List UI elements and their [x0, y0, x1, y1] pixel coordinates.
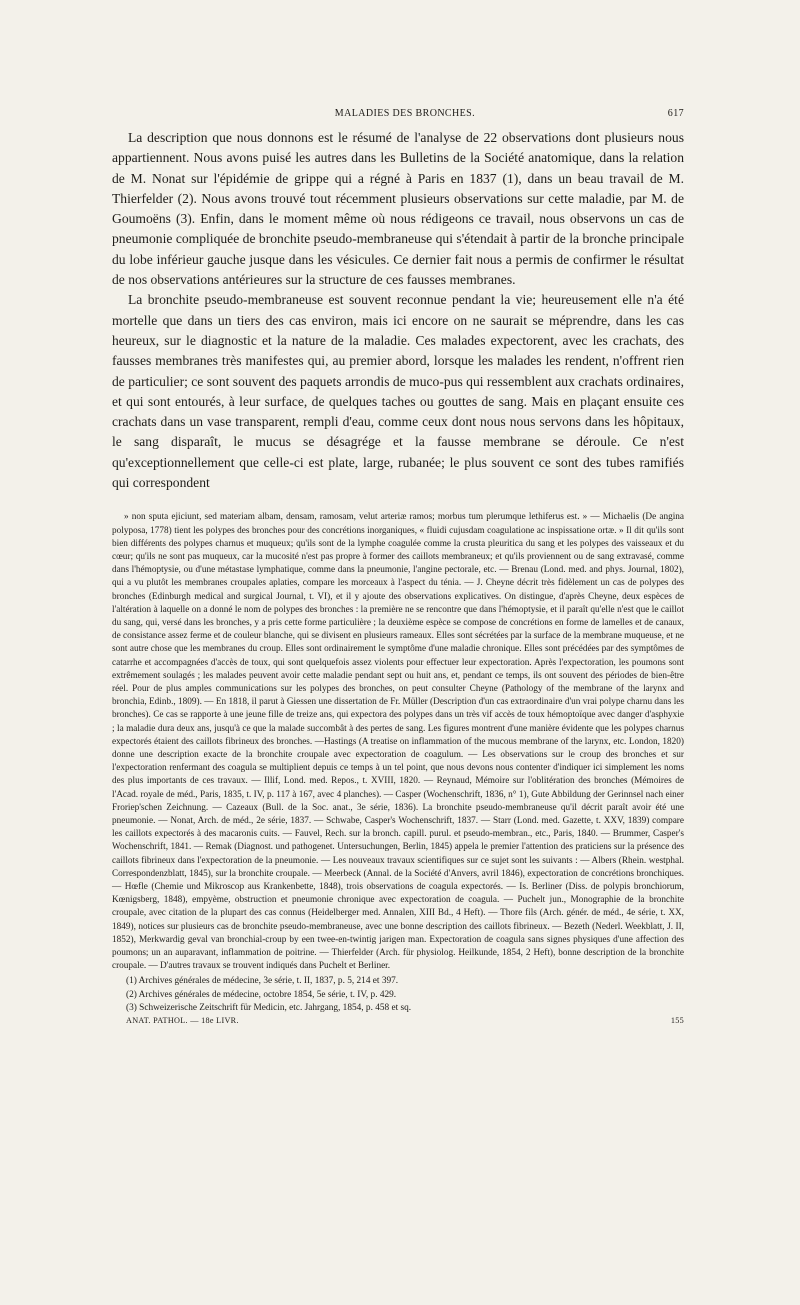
paragraph: La description que nous donnons est le résumé de l'analyse de 22 observations dont plusieurs nous appartiennent. Nous avons puisé les autres dans les Bulletins de la Société anatomique, dans la relation de M. Nonat sur l'épidémie de grippe qui a régné à Paris en 1837 (1), dans un beau travail de M. Thierfelder (2). Nous avons trouvé tout récemment plusieurs observations sur cette maladie, par M. de Goumoëns (3). Enfin, dans le moment même où nous rédigeons ce travail, nous observons un cas de pneumonie compliquée de bronchite pseudo-membraneuse qui s'étendait à partir de la bronche principale du lobe inférieur gauche jusque dans les vésicules. Ce dernier fait nous a permis de confirmer le résultat de nos observations antérieures sur la structure de ces fausses membranes.	[112, 130, 684, 288]
sheet-number: 155	[670, 1016, 684, 1026]
running-header	[112, 108, 684, 119]
footnotes	[112, 975, 684, 1015]
page-number: 617	[667, 108, 684, 119]
page	[112, 108, 684, 1025]
footnote: (2) Archives générales de médecine, octobre 1854, 5e série, t. IV, p. 429.	[126, 989, 397, 1000]
paragraph: La bronchite pseudo-membraneuse est souvent reconnue pendant la vie; heureusement elle n'a été mortelle que dans un tiers des cas environ, mais ici encore on ne saurait se méprendre, dans les cas heureux, sur le diagnostic et la nature de la maladie. Ces malades expectorent, avec les crachats, des fausses membranes très manifestes qui, au premier abord, lorsque les malades les rendent, n'offrent rien de particulier; ce sont souvent des paquets arrondis de muco-pus qui ressemblent aux crachats ordinaires, et qui sont entourés, à leur surface, de quelques taches ou gouttes de sang. Mais en plaçant ensuite ces crachats dans un vase transparent, rempli d'eau, comme ceux dont nous nous servons dans les hôpitaux, le sang disparaît, le mucus se désagrége et la fausse membrane se déroule. Ce n'est qu'exceptionnellement que celle-ci est plate, large, rubanée; le plus souvent ce sont des tubes ramifiés qui correspondent	[112, 292, 684, 491]
signature-mark: ANAT. PATHOL. — 18e LIVR.	[126, 1016, 239, 1026]
running-title: MALADIES DES BRONCHES.	[334, 108, 475, 119]
main-text	[112, 128, 684, 493]
footnote: (3) Schweizerische Zeitschrift für Medicin, etc. Jahrgang, 1854, p. 458 et sq.	[126, 1002, 412, 1013]
footnote: (1) Archives générales de médecine, 3e série, t. II, 1837, p. 5, 214 et 397.	[126, 976, 399, 987]
signature-line	[112, 1016, 684, 1025]
note-text: » non sputa ejiciunt, sed materiam albam, densam, ramosam, velut arteriæ ramos; morbus tum plerumque lethiferus est. » — Michaelis (De angina polyposa, 1778) tient les polypes des bronches pour des concrétions inorganiques, « fluidi cujusdam coagulatione ac inspissatione ortæ. » Il dit qu'ils sont bien différents des polypes charnus et muqueux; qu'ils sont de la lymphe coagulée comme la crusta pleuritica du sang et les polypes des vaisseaux et du cœur; qu'ils ne sont pas muqueux, car la mucosité n'est pas propre à former des caillots membraneux; et qu'ils proviennent ou de sang extravasé, comme dans l'hémoptysie, ou d'une métastase lymphatique, comme dans la pneumonie, l'angine pectorale, etc. — Brenau (Lond. med. and phys. Journal, 1802), qui a vu plutôt les membranes croupales aplaties, compare les morceaux à l'aspect du ténia. — J. Cheyne décrit très fidèlement un cas de polypes des bronches (Edinburgh medical and surgical Journal, t. VI), et il y ajoute des observations explicatives. On distingue, d'après Cheyne, deux espèces de l'altération à laquelle on a donné le nom de polypes des bronches : la première ne se rencontre que dans l'hémoptysie, et il paraît qu'elle n'est que le caillot du sang, qui, versé dans les bronches, y a pris cette forme particulière ; la deuxième espèce se compose de concrétions en forme de lamelles et de canaux, de consistance assez ferme et de couleur blanche, qui se divisent en plusieurs rameaux. Elles sont sécrétées par la surface de la membrane muqueuse, et ne sont autre chose que les membranes du croup. Elles sont ordinairement le symptôme d'une maladie chronique. Elles sont précédées par des symptômes de catarrhe et accompagnées d'accès de toux, qui sont quelquefois assez violents pour effectuer leur expectoration. Après l'expectoration, les poumons sont extrêmement soulagés ; les malades peuvent avoir cette maladie pendant sept ou huit ans, et, pendant ce temps, ils ont souvent des périodes de bien-être réel. Pour de plus amples communications sur les polypes des bronches, on peut consulter Cheyne (Pathology of the membrane of the larynx and bronchia, Edinb., 1809). — En 1818, il parut à Giessen une dissertation de Fr. Müller (Description d'un cas extraordinaire d'un vrai polype charnu dans les bronches). Ce cas se rapporte à une jeune fille de treize ans, qui expectora des polypes dans un très vif accès de toux hémoptoïque avec danger d'asphyxie ; la maladie dura deux ans, jusqu'à ce que la malade succombât à des pertes de sang. Les figures montrent d'une manière évidente que les polypes charnus expectorés étaient des caillots fibrineux des bronches. —Hastings (A treatise on inflammation of the mucous membrane of the larynx, etc. London, 1820) donne une description exacte de la bronchite croupale avec expectoration de coagulum. — Les observations sur le croup des bronches et sur l'expectoration renfermant des coagula se multiplient depuis ce temps à un tel point, que nous devons nous contenter d'indiquer ici simplement les noms des plus importants de ces travaux. — Illif, Lond. med. Repos., t. XVIII, 1820. — Reynaud, Mémoire sur l'oblitération des bronches (Mémoires de l'Acad. royale de méd., Paris, 1835, t. IV, p. 117 à 167, avec 4 planches). — Casper (Wochenschrift, 1836, n° 1), Gute Abbildung der Gerinnsel nach einer Froriep'schen Zeichnung. — Cazeaux (Bull. de la Soc. anat., 3e série, 1836). La bronchite pseudo-membraneuse qu'il décrit paraît avoir été une pneumonie. — Nonat, Arch. de méd., 2e série, 1837. — Schwabe, Casper's Wochenschrift, 1837. — Starr (Lond. med. Gazette, t. XXV, 1839) compare les caillots expectorés à des macaronis cuits. — Fauvel, Rech. sur la bronch. capill. purul. et pseudo-membran., etc., Paris, 1840. — Brummer, Casper's Wochenschrift, 1841. — Remak (Diagnost. und pathogenet. Untersuchungen, Berlin, 1845) appela le premier l'attention des praticiens sur la présence des caillots fibrineux dans l'expectoration de la pneumonie. — Les nouveaux travaux scientifiques sur ce sujet sont les suivants : — Albers (Rhein. westphal. Correspondenzblatt, 1845), sur la bronchite croupale. — Meerbeck (Annal. de la Société d'Anvers, avril 1846), expectoration de concrétions bronchiques. — Hœfle (Chemie und Mikroscop aus Krankenbette, 1848), trois observations de coagula expectorés. — Is. Berliner (Diss. de polypis bronchiorum, Kœnigsberg, 1848), empyème, obstruction et pneumonie chronique avec expectoration de coagula. — Puchelt jun., Monographie de la bronchite croupale, avec citation de la plupart des cas connus (Heidelberger med. Annalen, XIII Bd., 4 Heft). — Thore fils (Arch. génér. de méd., 4e série, t. XX, 1849), notices sur plusieurs cas de bronchite pseudo-membraneuse, avec une bonne description des caillots fibrineux. — Bezeth (Nederl. Weekblatt, J. II, 1852), Merkwardig geval van bronchial-croup by een twee-en-twintig jarigen man. Expectoration de coagula sans signes physiques d'une affection des poumons; un an auparavant, inflammation de poitrine. — Thierfelder (Arch. für physiolog. Heilkunde, 1854, 2 Heft), bonne description de la bronchite croupale. — D'autres travaux se trouvent indiqués dans Puchelt et Berliner.	[112, 512, 684, 972]
continued-note	[112, 511, 684, 973]
